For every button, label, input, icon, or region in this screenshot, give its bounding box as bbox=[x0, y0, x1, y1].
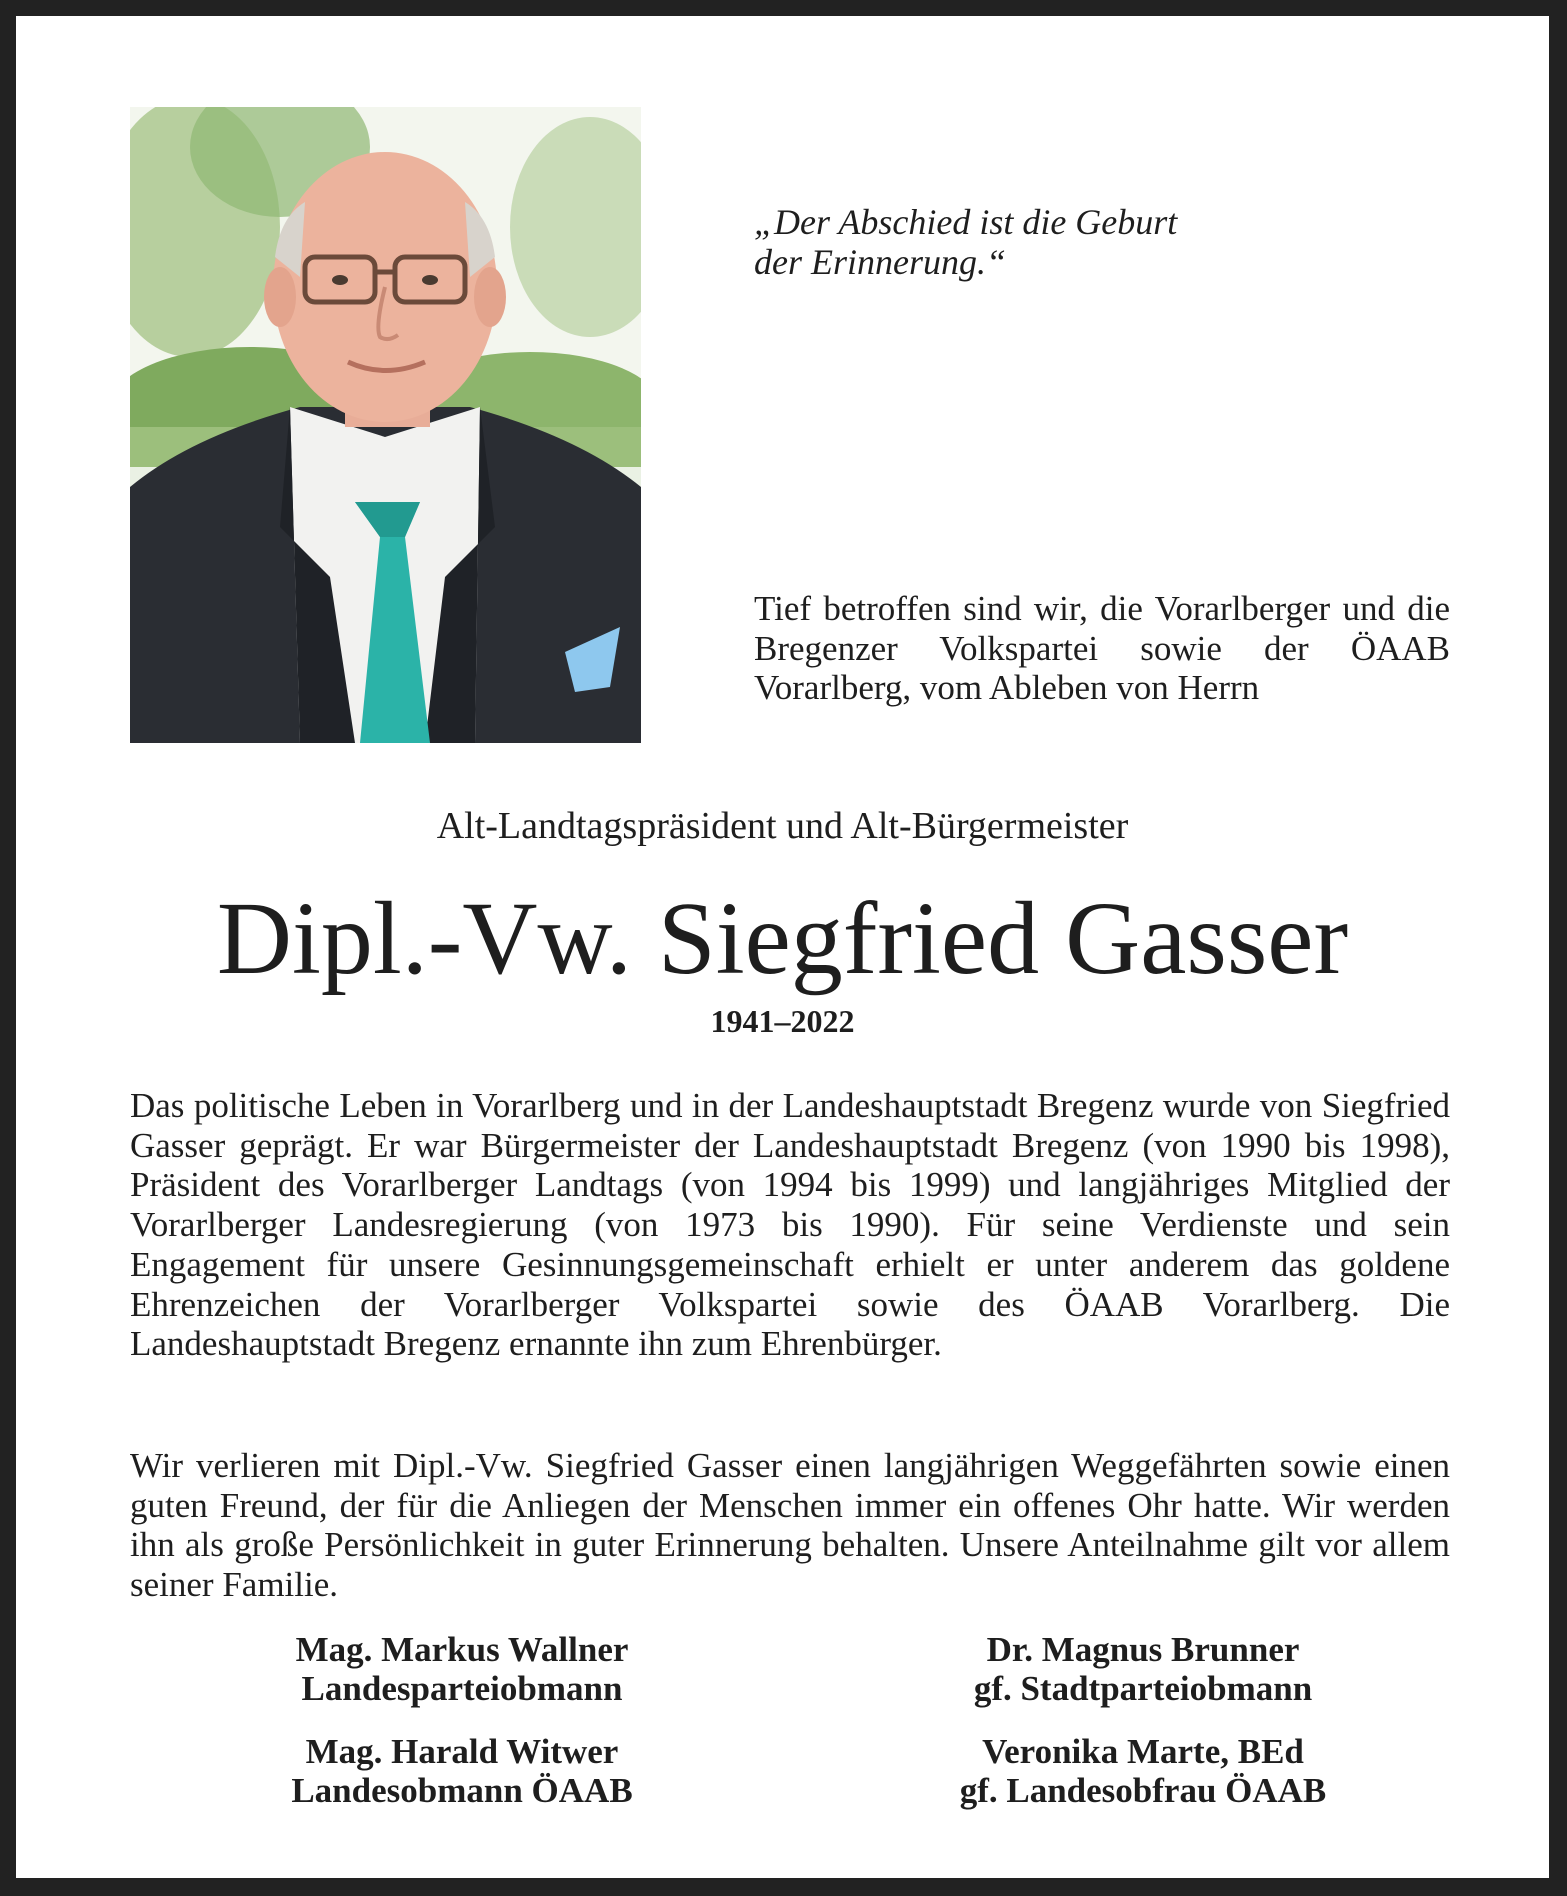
deceased-name: Dipl.-Vw. Siegfried Gasser bbox=[216, 881, 1349, 996]
signatory-role: gf. Stadtparteiobmann bbox=[973, 1669, 1313, 1708]
signatory-role: Landesparteiobmann bbox=[301, 1669, 623, 1708]
signatory-name: Mag. Harald Witwer bbox=[305, 1732, 619, 1771]
portrait-photo bbox=[130, 107, 641, 743]
intro-text: Tief betroffen sind wir, die Vorarlberger und die Bregenzer Volkspartei sowie der ÖAAB Vorarlberg, vom Ableben von Herrn bbox=[754, 589, 1450, 707]
signatory-role: gf. Landesobfrau ÖAAB bbox=[959, 1771, 1327, 1810]
signatory-name: Veronika Marte, BEd bbox=[982, 1732, 1304, 1771]
signatory-witwer bbox=[182, 1732, 742, 1810]
memorial-quote: „Der Abschied ist die Geburt der Erinnerung.“ bbox=[754, 202, 1178, 282]
signatory-marte bbox=[863, 1732, 1423, 1810]
portrait-illustration bbox=[130, 107, 641, 743]
signatory-wallner bbox=[182, 1630, 742, 1708]
signatory-name: Mag. Markus Wallner bbox=[295, 1630, 629, 1669]
obituary-page bbox=[16, 16, 1549, 1878]
tribute-paragraph-2: Wir verlieren mit Dipl.-Vw. Siegfried Gasser einen langjährigen Weggefährten sowie einen guten Freund, der für die Anliegen der Menschen immer ein offenes Ohr hatte. Wir werden ihn als große Persönlichkeit in guter Erinnerung behalten. Unsere Anteilnahme gilt vor allem seiner Familie. bbox=[130, 1446, 1450, 1605]
life-years: 1941–2022 bbox=[710, 1003, 855, 1039]
title-line: Alt-Landtagspräsident und Alt-Bürgermeister bbox=[436, 805, 1129, 847]
tribute-paragraph-1: Das politische Leben in Vorarlberg und in der Landeshauptstadt Bregenz wurde von Siegfried Gasser geprägt. Er war Bürgermeister der Landeshauptstadt Bregenz (von 1990 bis 1998), Präsident des Vorarlberger Landtags (von 1994 bis 1999) und langjähriges Mitglied der Vorarlberger Landesregierung (von 1973 bis 1990). Für seine Verdienste und sein Engagement für unsere Gesinnungsgemeinschaft erhielt er unter anderem das goldene Ehrenzeichen der Vorarlberger Volkspartei sowie des ÖAAB Vorarlberg. Die Landeshauptstadt Bregenz ernannte ihn zum Ehrenbürger. bbox=[130, 1086, 1450, 1364]
signatory-role: Landesobmann ÖAAB bbox=[291, 1771, 633, 1810]
signatory-brunner bbox=[863, 1630, 1423, 1708]
signatory-name: Dr. Magnus Brunner bbox=[986, 1630, 1300, 1669]
